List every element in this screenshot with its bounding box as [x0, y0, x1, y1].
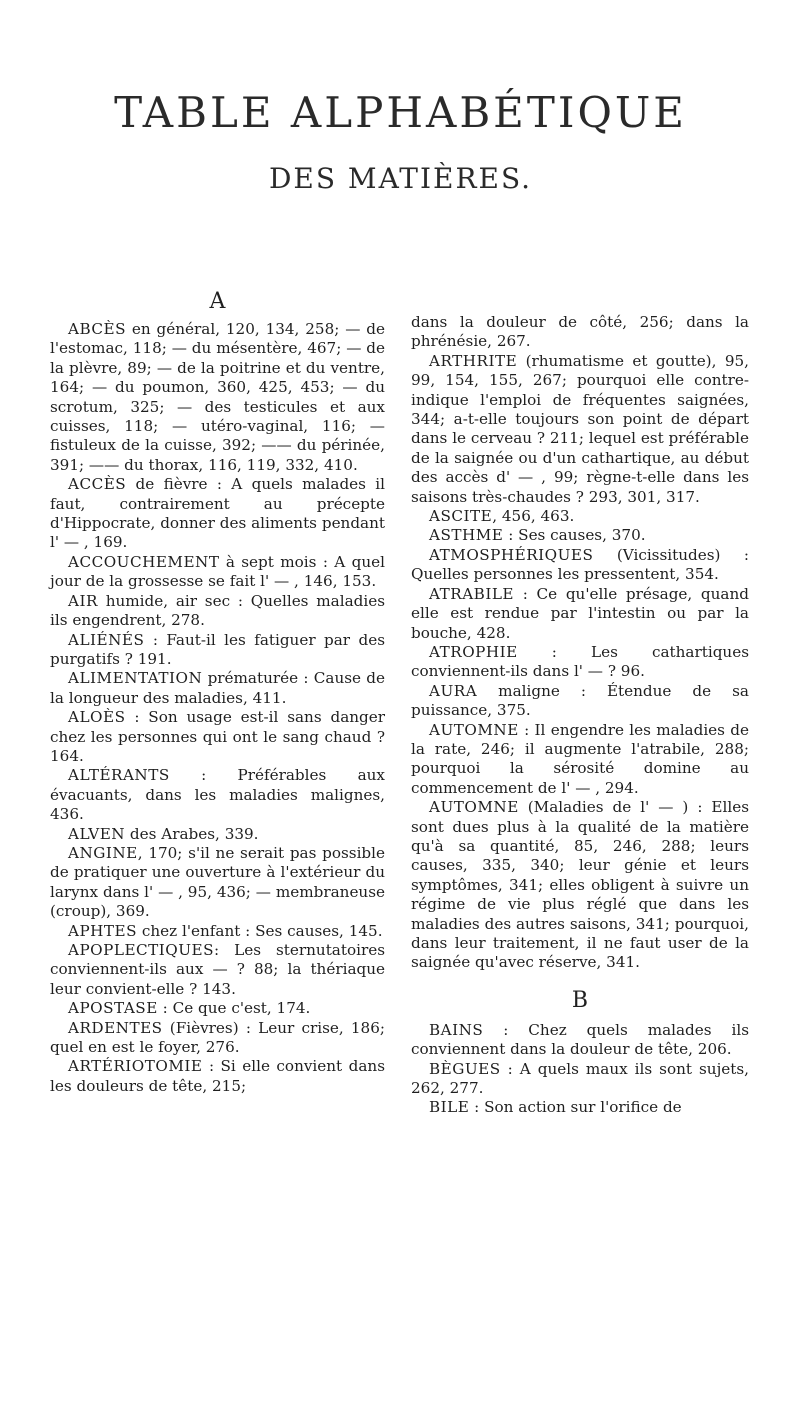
entry-text: en général, 120, 134, 258; — de l'estomac, 118; — du mésentère, 467; — de la plèvre, 89; — de la poitrine et du ventre, 164; — du poumon, 360, 425, 453; — du scrotum, 325; — des testicules et aux cuisses, 118; — utéro-vaginal, 116; — fistuleux de la cuisse, 392; —— du périnée, 391; —— du thorax, 116, 119, 332, 410.: [50, 320, 385, 474]
entry-heading: ANGINE: [68, 843, 138, 862]
entry-heading: AURA: [429, 681, 478, 700]
entry-text: , 456, 463.: [492, 507, 575, 526]
index-entry: [50, 320, 385, 475]
entry-text: : Chez quels malades ils conviennent dans la douleur de tête, 206.: [411, 1020, 749, 1059]
index-entry: [411, 1098, 749, 1117]
entry-heading: BILE: [429, 1098, 470, 1117]
entry-text: (Maladies de l' — ) : Elles sont dues plus à la qualité de la matière qu'à sa quantité, 85, 246, 288; leurs causes, 335, 340; leur génie et leurs symptômes, 341; elles obligent à suivre un régime de vie plus réglé que dans les maladies des autres saisons, 341; pourquoi, dans leur traitement, il ne faut user de la saignée qu'avec réserve, 341.: [411, 798, 749, 972]
entry-heading: ALOÈS: [68, 708, 126, 727]
entry-text: , 170; s'il ne serait pas possible de pratiquer une ouverture à l'extérieur du larynx dans l' — , 95, 436; — membraneuse (croup), 369.: [50, 843, 385, 921]
index-entry: [411, 643, 749, 682]
entry-text: prématurée : Cause de la longueur des maladies, 411.: [50, 669, 385, 707]
entry-text: (Vicissitudes) : Quelles personnes les pressentent, 354.: [411, 545, 749, 584]
index-entry: [411, 1060, 749, 1099]
index-entry: [411, 1021, 749, 1060]
entry-heading: AUTOMNE: [429, 798, 519, 817]
entry-text: : Ce que c'est, 174.: [157, 999, 311, 1018]
entry-heading: ACCÈS: [68, 475, 127, 494]
entry-text: (rhumatisme et goutte), 95, 99, 154, 155, 267; pourquoi elle contre-indique l'emploi de fréquentes saignées, 344; a-t-elle toujours son point de départ dans le cerveau ? 211; lequel est préférable de la saignée ou d'un cathartique, au début des accès d' — , 99; règne-t-elle dans les saisons très-chaudes ? 293, 301, 317.: [411, 351, 749, 506]
section-letter-a: A: [209, 289, 226, 314]
entry-heading: BÈGUES: [429, 1059, 501, 1078]
entry-heading: ARTÉRIOTOMIE: [68, 1057, 203, 1076]
entry-text: : Son action sur l'orifice de: [469, 1098, 682, 1117]
entry-text: : Il engendre les maladies de la rate, 246; il augmente l'atrabile, 288; pourquoi la sérosité domine au commencement de l' — , 294.: [411, 720, 749, 797]
entry-text: : Préférables aux évacuants, dans les maladies malignes, 436.: [50, 766, 385, 824]
entry-heading: ALTÉRANTS: [68, 766, 170, 785]
entry-text: chez l'enfant : Ses causes, 145.: [137, 921, 383, 940]
entry-text: : Les cathartiques conviennent-ils dans l' — ? 96.: [411, 642, 749, 681]
right-entry-list: [411, 313, 749, 973]
entry-heading: ACCOUCHEMENT: [68, 552, 220, 571]
index-entry: [50, 766, 385, 824]
entry-text: maligne : Étendue de sa puissance, 375.: [411, 681, 749, 720]
index-entry: [411, 313, 749, 352]
entry-text: : Les sternutatoires conviennent-ils aux — ? 88; la thériaque leur convient-elle ? 143.: [50, 941, 385, 998]
entry-text: : Faut-il les fatiguer par des purgatifs ? 191.: [50, 630, 385, 668]
index-entry: [50, 475, 385, 553]
left-column: [50, 290, 385, 1096]
index-entry: [411, 526, 749, 545]
entry-text: : Si elle convient dans les douleurs de tête, 215;: [50, 1057, 385, 1095]
entry-text: de fièvre : A quels malades il faut, contrairement au précepte d'Hippocrate, donner des aliments pendant l' — , 169.: [50, 475, 385, 552]
entry-text: dans la douleur de côté, 256; dans la phrénésie, 267.: [411, 313, 749, 351]
index-entry: [411, 721, 749, 799]
index-entry: [411, 352, 749, 507]
index-entry: [411, 682, 749, 721]
entry-heading: BAINS: [429, 1020, 484, 1039]
entry-heading: APOPLECTIQUES: [68, 941, 215, 959]
entry-heading: APHTES: [68, 921, 138, 940]
index-entry: [411, 507, 749, 526]
index-entry: [50, 592, 385, 631]
entry-heading: ASCITE: [429, 507, 493, 526]
entry-heading: ARTHRITE: [429, 351, 518, 370]
index-entry: [411, 798, 749, 973]
entry-text: (Fièvres) : Leur crise, 186; quel en est le foyer, 276.: [50, 1018, 385, 1057]
index-entry: [50, 669, 385, 708]
entry-text: : Ses causes, 370.: [503, 526, 646, 545]
index-entry: [50, 999, 385, 1018]
page-title: TABLE ALPHABÉTIQUE: [114, 88, 687, 137]
index-entry: [50, 1019, 385, 1058]
entry-heading: APOSTASE: [68, 999, 158, 1018]
entry-heading: AUTOMNE: [429, 720, 519, 739]
index-entry: [50, 708, 385, 766]
right-entry-list-b: [411, 1021, 749, 1118]
index-entry: [411, 585, 749, 643]
left-entry-list: [50, 320, 385, 1096]
entry-text: des Arabes, 339.: [125, 824, 259, 843]
right-column: [411, 313, 749, 1118]
index-entry: [50, 941, 385, 999]
index-entry: [50, 922, 385, 941]
entry-heading: ALVEN: [68, 824, 126, 843]
entry-heading: AIR: [68, 591, 98, 610]
index-entry: [50, 844, 385, 922]
entry-text: à sept mois : A quel jour de la grossesse se fait l' — , 146, 153.: [50, 552, 385, 591]
entry-text: : Son usage est-il sans danger chez les personnes qui ont le sang chaud ? 164.: [50, 708, 385, 765]
index-entry: [50, 825, 385, 844]
index-entry: [50, 631, 385, 670]
entry-text: : Ce qu'elle présage, quand elle est rendue par l'intestin ou par la bouche, 428.: [411, 584, 749, 642]
entry-text: : A quels maux ils sont sujets, 262, 277.: [411, 1059, 749, 1098]
entry-heading: ARDENTES: [68, 1018, 163, 1037]
section-letter-b: B: [571, 987, 589, 1013]
index-entry: [50, 553, 385, 592]
page-subtitle: DES MATIÈRES.: [268, 162, 533, 195]
entry-text: humide, air sec : Quelles maladies ils engendrent, 278.: [50, 591, 385, 630]
entry-heading: ALIMENTATION: [68, 669, 203, 688]
index-entry: [411, 546, 749, 585]
entry-heading: ASTHME: [429, 526, 504, 545]
entry-heading: ABCÈS: [68, 320, 127, 338]
entry-heading: ATRABILE: [429, 584, 515, 603]
entry-heading: ATROPHIE: [429, 642, 518, 661]
entry-heading: ATMOSPHÉRIQUES: [429, 545, 594, 564]
entry-heading: ALIÉNÉS: [68, 630, 145, 649]
index-entry: [50, 1057, 385, 1096]
